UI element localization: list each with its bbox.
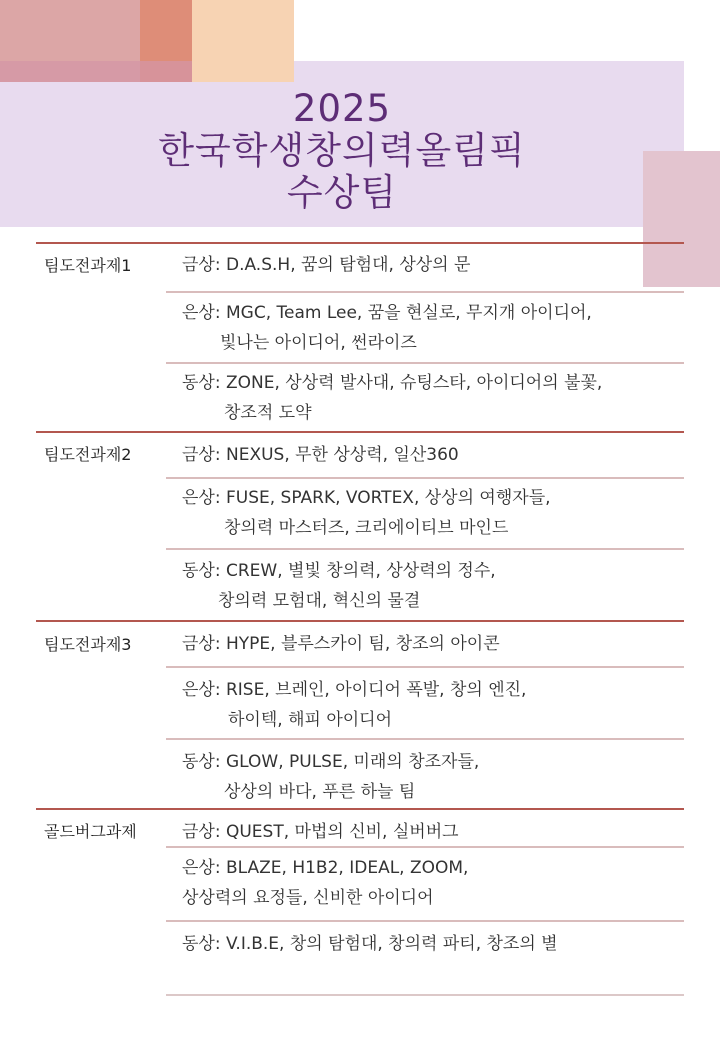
category-label-team2: 팀도전과제2 — [44, 445, 132, 464]
section-divider — [36, 242, 684, 244]
prize-label: 동상: — [182, 934, 221, 954]
award-row-bronze — [182, 929, 558, 959]
award-teams: ZONE, 상상력 발사대, 슈팅스타, 아이디어의 불꽃, — [225, 373, 603, 393]
title-subtitle: 수상팀 — [286, 171, 398, 214]
award-row-silver — [182, 298, 592, 358]
row-divider — [166, 738, 684, 740]
prize-label: 동상: — [182, 752, 221, 772]
category-label-team3: 팀도전과제3 — [44, 635, 132, 654]
award-teams: RISE, 브레인, 아이디어 폭발, 창의 엔진, — [225, 680, 527, 700]
decor-block-peach — [192, 0, 294, 82]
prize-label: 은상: — [182, 680, 221, 700]
prize-label: 금상: — [182, 255, 221, 275]
prize-label: 동상: — [182, 561, 221, 581]
category-label-team1: 팀도전과제1 — [44, 256, 132, 275]
title-name: 한국학생창의력올림픽 — [158, 129, 526, 172]
prize-label: 금상: — [182, 822, 221, 842]
award-teams-cont: 창조적 도약 — [224, 403, 312, 423]
row-divider — [166, 920, 684, 922]
prize-label: 은상: — [182, 303, 221, 323]
award-row-bronze — [182, 556, 496, 616]
prize-label: 은상: — [182, 858, 221, 878]
award-teams: FUSE, SPARK, VORTEX, 상상의 여행자들, — [225, 488, 551, 508]
section-divider — [36, 620, 684, 622]
category-label-goldberg: 골드버그과제 — [44, 822, 137, 841]
award-teams: BLAZE, H1B2, IDEAL, ZOOM, — [225, 858, 469, 878]
award-teams: MGC, Team Lee, 꿈을 현실로, 무지개 아이디어, — [225, 303, 592, 323]
award-teams: HYPE, 블루스카이 팀, 창조의 아이콘 — [225, 634, 500, 654]
row-divider — [166, 994, 684, 996]
award-teams-cont: 빛나는 아이디어, 썬라이즈 — [220, 333, 417, 353]
award-row-bronze — [182, 747, 479, 807]
row-divider — [166, 846, 684, 848]
award-teams: CREW, 별빛 창의력, 상상력의 정수, — [225, 561, 496, 581]
award-row-gold — [182, 440, 459, 470]
prize-label: 은상: — [182, 488, 221, 508]
row-divider — [166, 666, 684, 668]
row-divider — [166, 477, 684, 479]
prize-label: 동상: — [182, 373, 221, 393]
award-teams: NEXUS, 무한 상상력, 일산360 — [225, 445, 459, 465]
award-row-silver — [182, 853, 468, 913]
award-row-gold — [182, 817, 459, 847]
title-year: 2025 — [292, 87, 392, 130]
award-teams: D.A.S.H, 꿈의 탐험대, 상상의 문 — [225, 255, 471, 275]
page-title — [0, 88, 684, 214]
award-teams: QUEST, 마법의 신비, 실버버그 — [225, 822, 459, 842]
decor-block-overlap — [0, 61, 192, 82]
award-row-silver — [182, 675, 526, 735]
row-divider — [166, 548, 684, 550]
section-divider — [36, 808, 684, 810]
award-teams: GLOW, PULSE, 미래의 창조자들, — [225, 752, 480, 772]
award-row-gold — [182, 629, 500, 659]
award-row-bronze — [182, 368, 602, 428]
award-teams-cont: 하이텍, 해피 아이디어 — [228, 710, 393, 730]
award-teams-cont: 창의력 모험대, 혁신의 물결 — [218, 591, 421, 611]
award-teams-cont: 상상력의 요정들, 신비한 아이디어 — [182, 888, 434, 908]
prize-label: 금상: — [182, 445, 221, 465]
row-divider — [166, 291, 684, 293]
row-divider — [166, 362, 684, 364]
prize-label: 금상: — [182, 634, 221, 654]
award-teams-cont: 상상의 바다, 푸른 하늘 팀 — [224, 782, 416, 802]
award-teams-cont: 창의력 마스터즈, 크리에이티브 마인드 — [224, 518, 509, 538]
award-teams: V.I.B.E, 창의 탐험대, 창의력 파티, 창조의 별 — [225, 934, 558, 954]
award-row-silver — [182, 483, 551, 543]
section-divider — [36, 431, 684, 433]
award-row-gold — [182, 250, 470, 280]
